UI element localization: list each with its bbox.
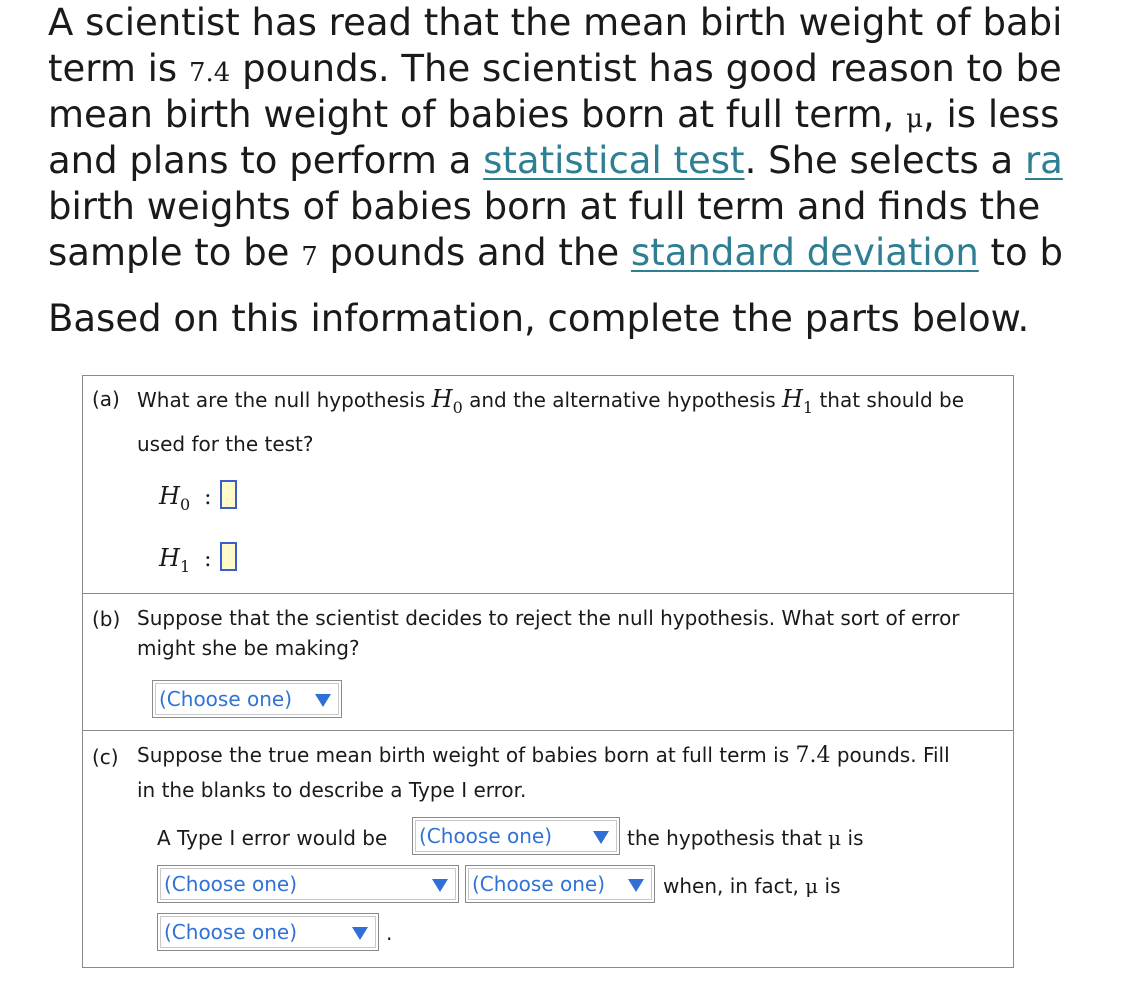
colon: : bbox=[204, 485, 212, 510]
select-value: (Choose one) bbox=[419, 824, 553, 848]
h0-row bbox=[159, 480, 237, 514]
h1-label-subscript: 1 bbox=[179, 557, 191, 576]
value-select-1[interactable] bbox=[465, 865, 655, 903]
select-value: (Choose one) bbox=[159, 687, 293, 711]
mu-symbol: μ bbox=[805, 874, 819, 898]
dropdown-arrow-icon bbox=[628, 879, 644, 892]
intro-text: birth weights of babies born at full term and finds the bbox=[48, 185, 1041, 228]
sentence-text: the hypothesis that bbox=[627, 826, 829, 850]
part-b bbox=[83, 594, 1013, 731]
type1-sentence-when bbox=[663, 874, 841, 898]
select-value: (Choose one) bbox=[164, 872, 298, 896]
intro-text: , is less bbox=[923, 93, 1060, 136]
type1-sentence-mid bbox=[627, 826, 864, 850]
h1-row bbox=[159, 542, 237, 576]
true-mean-value: 7.4 bbox=[795, 743, 831, 768]
mu-symbol: μ bbox=[828, 826, 842, 850]
standard-deviation-link[interactable]: standard deviation bbox=[630, 231, 979, 274]
h1-subscript: 1 bbox=[802, 398, 814, 417]
sentence-text: is bbox=[841, 826, 864, 850]
question-text: and the alternative hypothesis bbox=[462, 388, 782, 412]
mu-symbol: μ bbox=[906, 104, 923, 134]
part-a-label: (a) bbox=[92, 387, 120, 411]
h0-label-subscript: 0 bbox=[179, 495, 191, 514]
intro-text: to b bbox=[978, 231, 1063, 274]
h0-answer-input[interactable] bbox=[220, 480, 237, 509]
intro-text: pounds and the bbox=[317, 231, 631, 274]
relation-select-2[interactable] bbox=[157, 913, 379, 951]
intro-line-6 bbox=[48, 230, 1063, 276]
error-type-select[interactable] bbox=[152, 680, 342, 718]
question-text: Suppose the true mean birth weight of babies born at full term is bbox=[137, 743, 796, 767]
random-sample-link[interactable]: ra bbox=[1024, 139, 1063, 182]
question-text: pounds. Fill bbox=[830, 743, 950, 767]
dropdown-arrow-icon bbox=[593, 831, 609, 844]
intro-text: term is bbox=[48, 47, 189, 90]
intro-text: A scientist has read that the mean birth weight of babi bbox=[48, 1, 1063, 44]
action-select[interactable] bbox=[412, 817, 620, 855]
part-a bbox=[83, 376, 1013, 594]
question-box bbox=[82, 375, 1014, 968]
sentence-text: when, in fact, bbox=[663, 874, 806, 898]
relation-select-1[interactable] bbox=[157, 865, 459, 903]
part-b-question-cont: might she be making? bbox=[137, 636, 360, 660]
sentence-text: is bbox=[818, 874, 841, 898]
dropdown-arrow-icon bbox=[352, 927, 368, 940]
stated-mean-value: 7.4 bbox=[188, 58, 231, 88]
intro-text: sample to be bbox=[48, 231, 302, 274]
select-value: (Choose one) bbox=[164, 920, 298, 944]
question-text: What are the null hypothesis bbox=[137, 388, 432, 412]
problem-statement bbox=[48, 0, 1063, 276]
intro-line-2 bbox=[48, 46, 1062, 92]
intro-line-5 bbox=[48, 184, 1041, 230]
part-c-label: (c) bbox=[92, 745, 119, 769]
part-b-label: (b) bbox=[92, 607, 121, 631]
part-c-question bbox=[137, 740, 950, 771]
dropdown-arrow-icon bbox=[315, 694, 331, 707]
h0-subscript: 0 bbox=[452, 398, 463, 417]
colon: : bbox=[204, 547, 212, 572]
part-b-question: Suppose that the scientist decides to reject the null hypothesis. What sort of error bbox=[137, 606, 960, 630]
part-a-question-cont: used for the test? bbox=[137, 432, 314, 456]
intro-line-1 bbox=[48, 0, 1063, 46]
h1-answer-input[interactable] bbox=[220, 542, 237, 571]
part-c bbox=[83, 731, 1013, 967]
intro-text: and plans to perform a bbox=[48, 139, 484, 182]
intro-line-4 bbox=[48, 138, 1063, 184]
intro-text: mean birth weight of babies born at full term, bbox=[48, 93, 907, 136]
type1-sentence-start: A Type I error would be bbox=[157, 826, 388, 850]
intro-text: . She selects a bbox=[744, 139, 1025, 182]
part-a-question bbox=[137, 384, 964, 417]
h0-symbol: H bbox=[431, 385, 453, 413]
statistical-test-link[interactable]: statistical test bbox=[483, 139, 745, 182]
sample-mean-value: 7 bbox=[301, 242, 318, 272]
select-value: (Choose one) bbox=[472, 872, 606, 896]
h1-symbol: H bbox=[781, 385, 803, 413]
h0-label: H bbox=[159, 482, 180, 510]
question-text: that should be bbox=[813, 388, 965, 412]
dropdown-arrow-icon bbox=[432, 879, 448, 892]
sentence-period: . bbox=[386, 921, 393, 945]
instructions: Based on this information, complete the parts below. bbox=[48, 297, 1030, 340]
h1-label: H bbox=[159, 544, 180, 572]
intro-line-3 bbox=[48, 92, 1060, 138]
part-c-question-cont: in the blanks to describe a Type I error. bbox=[137, 778, 527, 802]
intro-text: pounds. The scientist has good reason to be bbox=[230, 47, 1062, 90]
